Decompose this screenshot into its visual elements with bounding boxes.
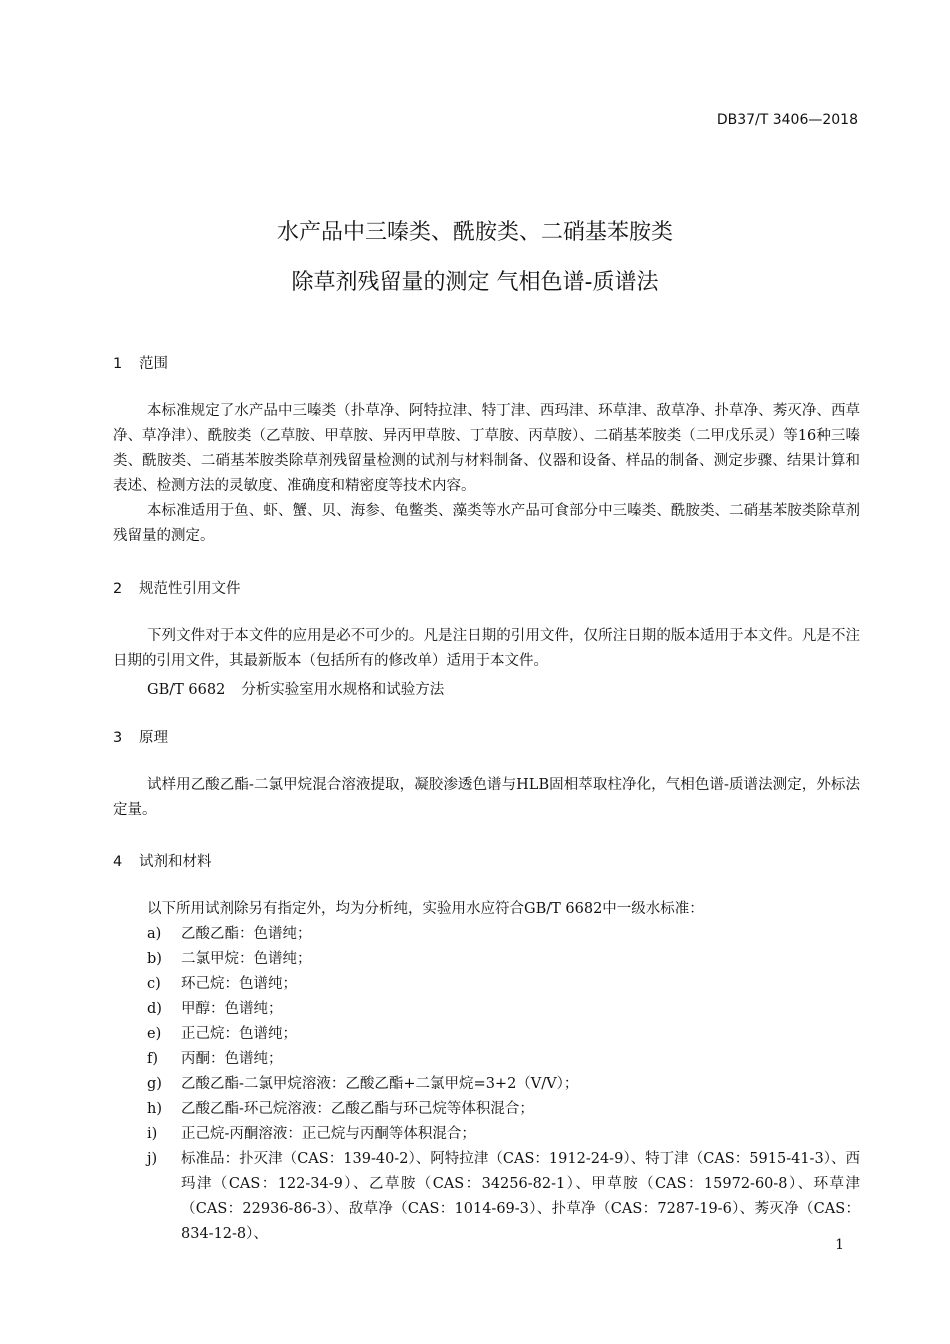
section-heading-reagents [113, 850, 212, 871]
list-item [147, 972, 860, 997]
section-heading-principle [113, 726, 168, 747]
list-item-text: 乙酸乙酯：色谱纯； [181, 926, 312, 942]
list-item-label: b) [147, 951, 162, 967]
reference-code: GB/T 6682 [147, 682, 226, 698]
list-item-label: j) [147, 1151, 158, 1167]
section-number: 1 [113, 356, 123, 372]
section-title: 范围 [139, 356, 168, 372]
list-item-text: 标准品：扑灭津（CAS：139-40-2）、阿特拉津（CAS：1912-24-9）、特丁津（CAS：5915-41-3）、西玛津（CAS：122-34-9）、乙草胺（CAS：34256-82-1）、甲草胺（CAS：15972-60-8）、环草津（CAS：22936-86-3）、敌草净（CAS：1014-69-3）、扑草净（CAS：7287-19-6）、莠灭净（CAS：834-12-8）、 [181, 1151, 860, 1242]
scope-paragraph-1: 本标准规定了水产品中三嗪类（扑草净、阿特拉津、特丁津、西玛津、环草津、敌草净、扑草净、莠灭净、西草净、草净津）、酰胺类（乙草胺、甲草胺、异丙甲草胺、丁草胺、丙草胺）、二硝基苯胺类（二甲戊乐灵）等16种三嗪类、酰胺类、二硝基苯胺类除草剂残留量检测的试剂与材料制备、仪器和设备、样品的制备、测定步骤、结果计算和表述、检测方法的灵敏度、准确度和精密度等技术内容。 [113, 403, 860, 494]
list-item-text: 二氯甲烷：色谱纯； [181, 951, 312, 967]
list-item-label: g) [147, 1076, 162, 1092]
list-item [147, 947, 860, 972]
list-item-label: i) [147, 1126, 158, 1142]
scope-paragraph-2: 本标准适用于鱼、虾、蟹、贝、海参、龟鳖类、藻类等水产品可食部分中三嗪类、酰胺类、二硝基苯胺类除草剂残留量的测定。 [113, 503, 860, 544]
section-number: 2 [113, 581, 123, 597]
document-title-line-2: 除草剂残留量的测定 气相色谱-质谱法 [291, 270, 659, 295]
section-heading-normative-references [113, 577, 241, 598]
list-item [147, 922, 860, 947]
reference-entry [147, 678, 444, 699]
document-title-line-1: 水产品中三嗪类、酰胺类、二硝基苯胺类 [276, 220, 673, 245]
list-item-label: h) [147, 1101, 162, 1117]
list-item-label: f) [147, 1051, 159, 1067]
reagents-intro: 以下所用试剂除另有指定外，均为分析纯，实验用水应符合GB/T 6682中一级水标准： [147, 901, 704, 917]
list-item-text: 丙酮：色谱纯； [181, 1051, 283, 1067]
list-item [147, 1122, 860, 1147]
document-code: DB37/T 3406—2018 [716, 112, 858, 128]
section-title: 原理 [139, 730, 168, 746]
section-number: 3 [113, 730, 123, 746]
list-item-text: 乙酸乙酯-环己烷溶液：乙酸乙酯与环己烷等体积混合； [181, 1101, 534, 1117]
list-item-label: c) [147, 976, 161, 992]
list-item [147, 1147, 860, 1247]
list-item [147, 1047, 860, 1072]
reagent-list [147, 922, 860, 1247]
list-item [147, 997, 860, 1022]
list-item-text: 乙酸乙酯-二氯甲烷溶液：乙酸乙酯+二氯甲烷=3+2（V/V）； [181, 1076, 579, 1092]
list-item-label: a) [147, 926, 162, 942]
page-number: 1 [835, 1237, 844, 1253]
section-title: 试剂和材料 [139, 854, 212, 870]
principle-paragraph: 试样用乙酸乙酯-二氯甲烷混合溶液提取，凝胶渗透色谱与HLB固相萃取柱净化，气相色谱-质谱法测定，外标法定量。 [113, 777, 860, 818]
list-item-label: e) [147, 1026, 162, 1042]
list-item [147, 1072, 860, 1097]
list-item [147, 1097, 860, 1122]
list-item-text: 正己烷：色谱纯； [181, 1026, 297, 1042]
list-item-text: 正己烷-丙酮溶液：正己烷与丙酮等体积混合； [181, 1126, 476, 1142]
list-item-label: d) [147, 1001, 162, 1017]
section-heading-scope [113, 352, 168, 373]
list-item-text: 环己烷：色谱纯； [181, 976, 297, 992]
references-paragraph: 下列文件对于本文件的应用是必不可少的。凡是注日期的引用文件，仅所注日期的版本适用于本文件。凡是不注日期的引用文件，其最新版本（包括所有的修改单）适用于本文件。 [113, 628, 860, 669]
section-number: 4 [113, 854, 123, 870]
reference-title: 分析实验室用水规格和试验方法 [241, 682, 445, 698]
list-item-text: 甲醇：色谱纯； [181, 1001, 283, 1017]
list-item [147, 1022, 860, 1047]
section-title: 规范性引用文件 [139, 581, 241, 597]
